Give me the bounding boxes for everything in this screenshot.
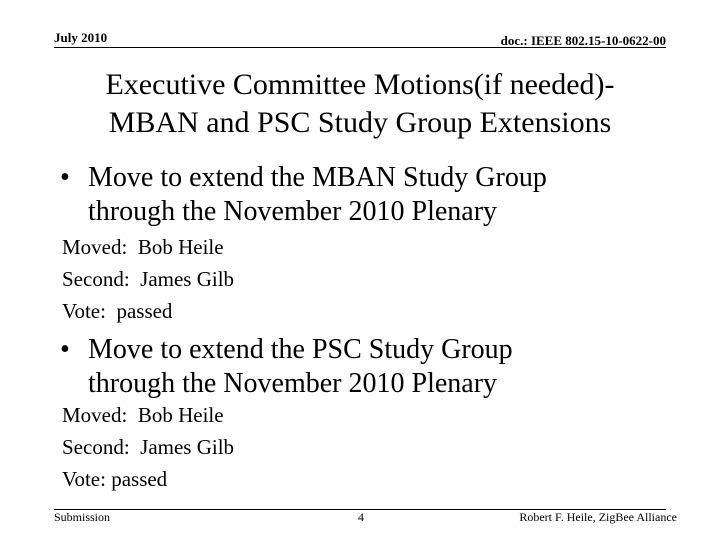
- bullet-icon: •: [60, 162, 70, 193]
- motion-2-bullet: [60, 333, 680, 401]
- motion-2-second: Second: James Gilb: [62, 435, 235, 459]
- slide-title-line-2: MBAN and PSC Study Group Extensions: [108, 106, 612, 139]
- footer-page-number: 4: [358, 510, 364, 524]
- slide-title: [60, 66, 660, 142]
- slide-title-line-1: Executive Committee Motions(if needed)-: [105, 68, 615, 101]
- header-doc-id: doc.: IEEE 802.15-10-0622-00: [500, 33, 666, 48]
- motion-2-text-line-1: Move to extend the PSC Study Group: [88, 334, 513, 365]
- motion-2-moved: Moved: Bob Heile: [62, 403, 224, 427]
- motion-1-vote: Vote: passed: [62, 299, 173, 323]
- header-divider: [54, 47, 666, 48]
- header-date: July 2010: [54, 30, 108, 45]
- motion-1-details: [62, 231, 622, 327]
- bullet-icon: •: [60, 334, 70, 365]
- footer-submission: Submission: [54, 510, 111, 524]
- motion-1-moved: Moved: Bob Heile: [62, 235, 224, 259]
- motion-2-details: [62, 399, 622, 495]
- footer-author: Robert F. Heile, ZigBee Alliance: [519, 510, 677, 524]
- motion-1-bullet: [60, 161, 680, 229]
- motion-1-text-line-1: Move to extend the MBAN Study Group: [88, 162, 547, 193]
- motion-2-vote: Vote: passed: [62, 467, 168, 491]
- motion-1-second: Second: James Gilb: [62, 267, 235, 291]
- motion-1-text-line-2: through the November 2010 Plenary: [88, 196, 498, 227]
- motion-2-text-line-2: through the November 2010 Plenary: [88, 368, 498, 399]
